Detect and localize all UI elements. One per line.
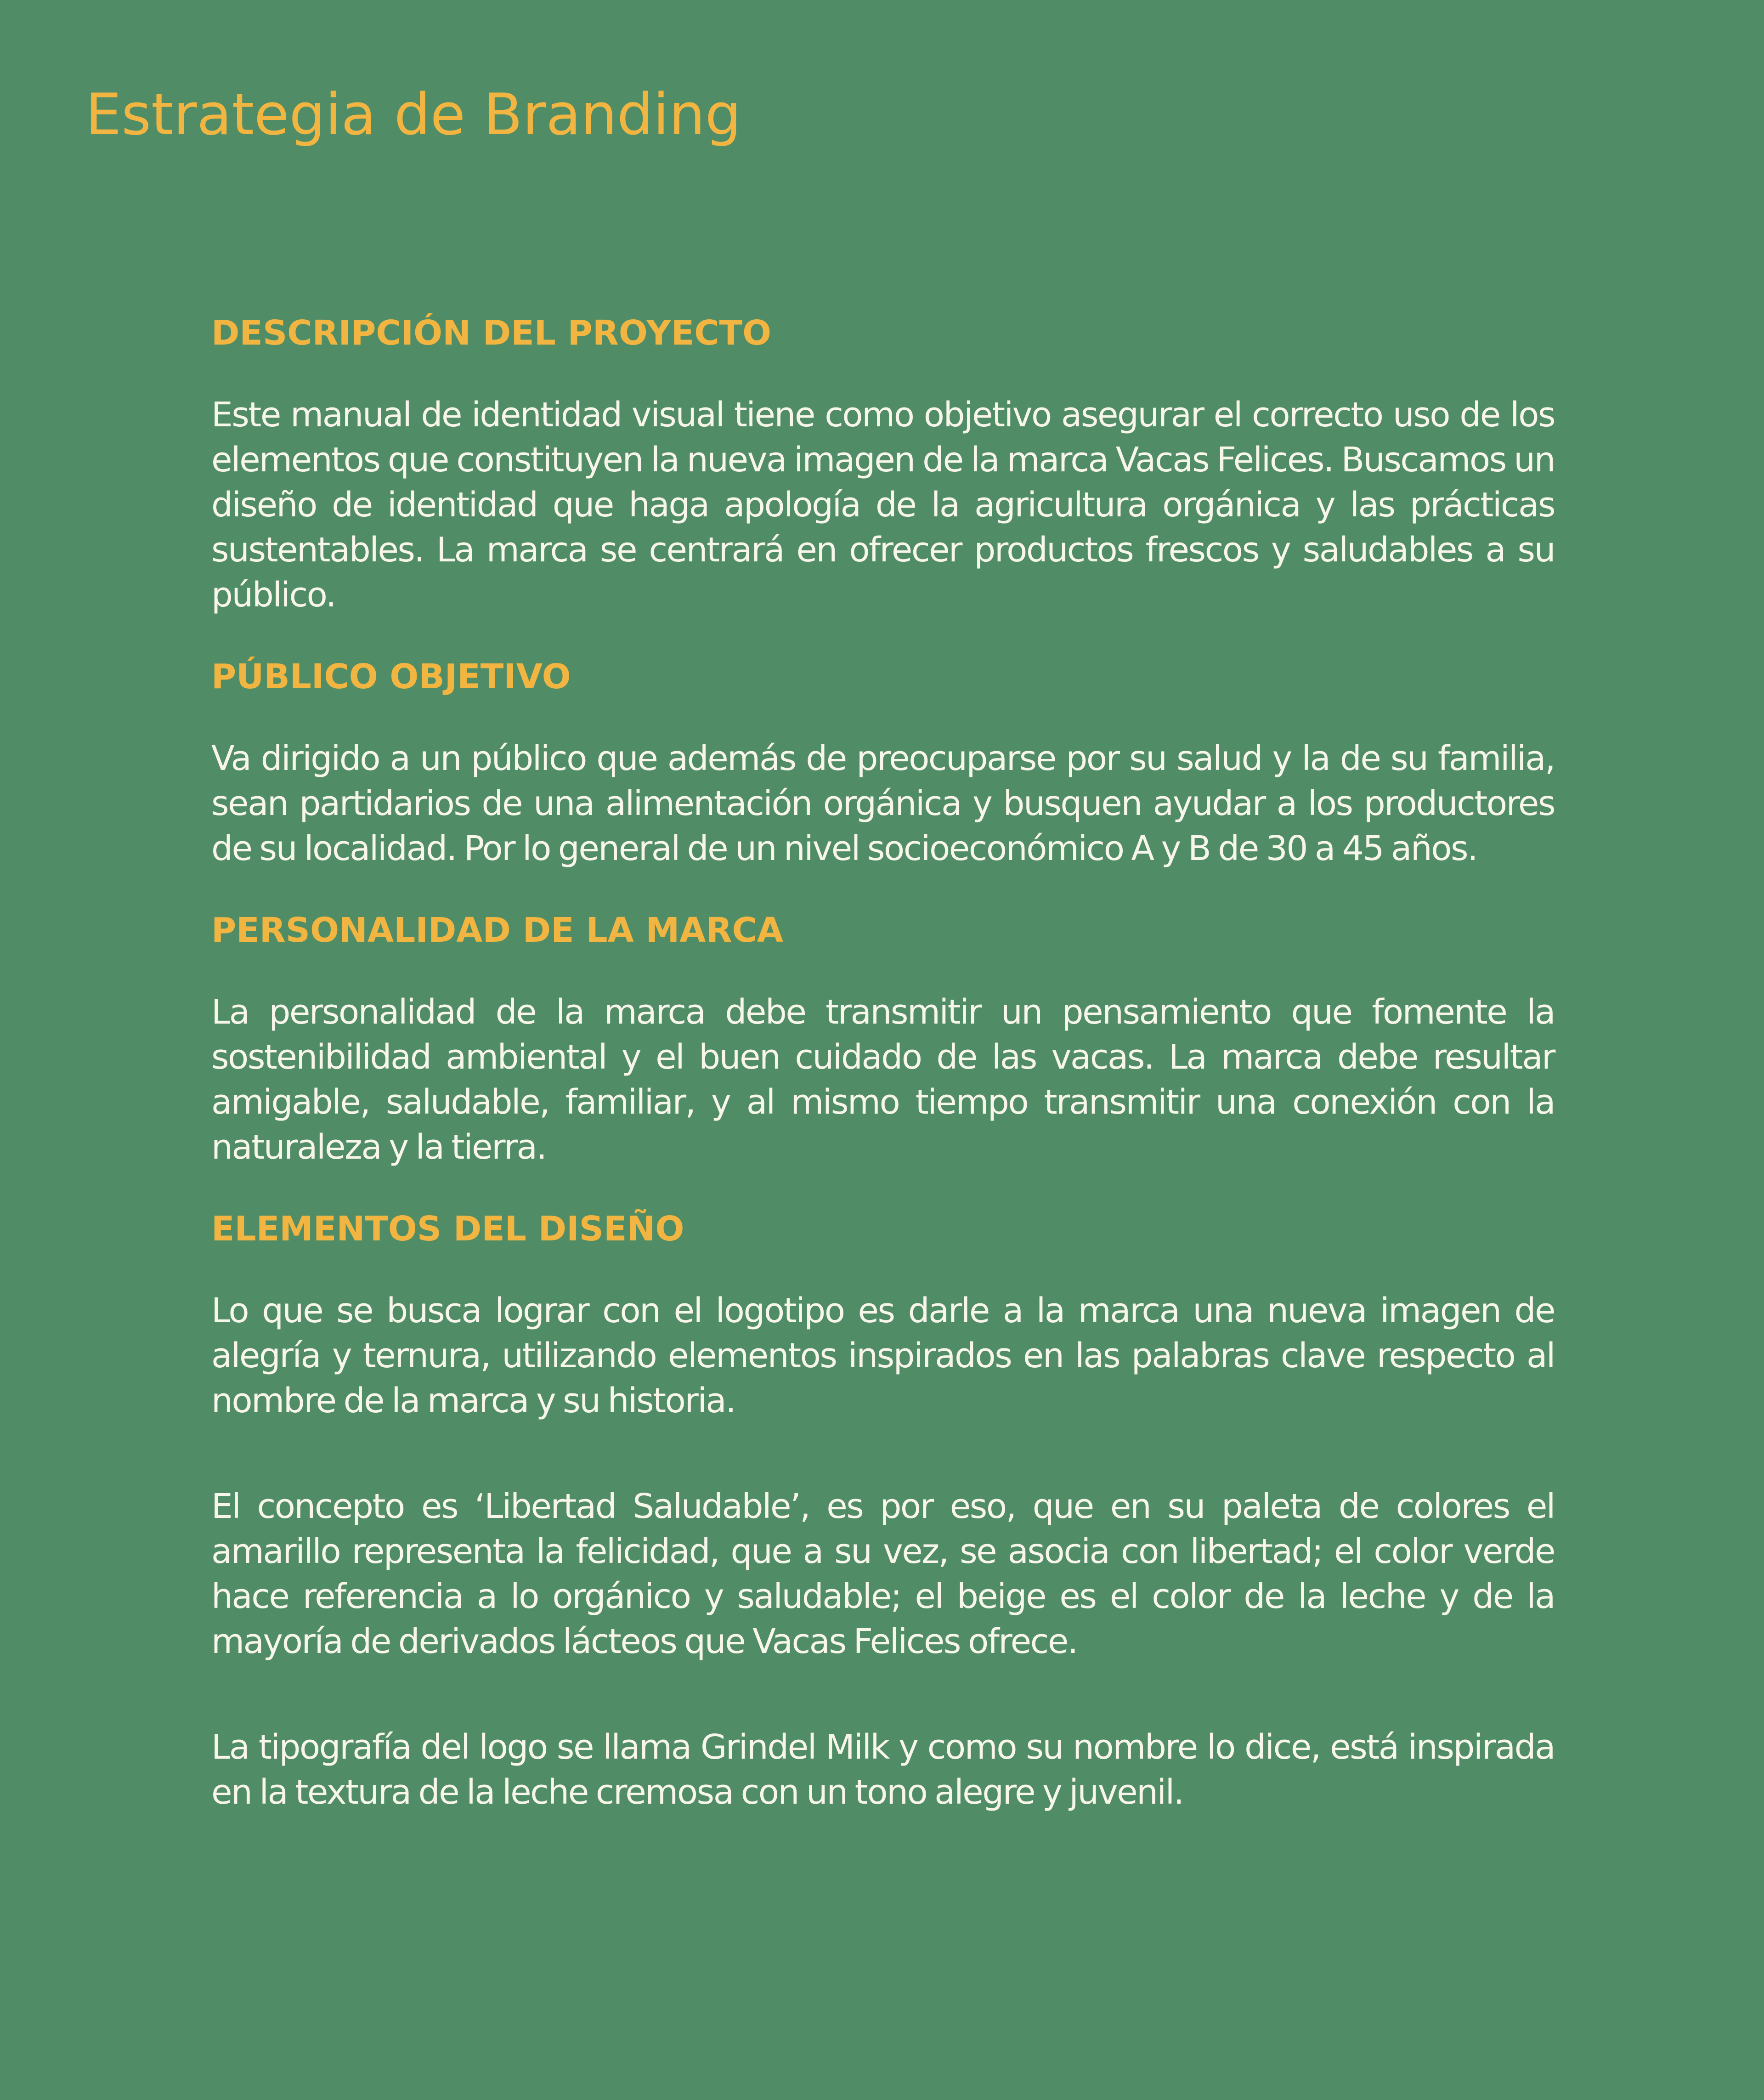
paragraph-elementos-concepto: El concepto es ‘Libertad Saludable’, es por eso, que en su paleta de colores el amarillo representa la felicidad, que a su vez, se asocia con libertad; el color verde hace referencia a lo orgánico y saludable; el beige es el color de la leche y de la mayoría de derivados lácteos que Vacas Felices ofrece.	[211, 1487, 1555, 1661]
paragraph-publico-objetivo: Va dirigido a un público que además de preocuparse por su salud y la de su familia, sean partidarios de una alimentación orgánica y busquen ayudar a los productores de su localidad. Por lo general de un nivel socioeconómico A y B de 30 a 45 años.	[211, 739, 1555, 868]
page-title: Estrategia de Branding	[85, 82, 741, 148]
paragraph-elementos-logotipo: Lo que se busca lograr con el logotipo es darle a la marca una nueva imagen de alegría y ternura, utilizando elementos inspirados en las palabras clave respecto al nombre de la marca y su historia.	[211, 1291, 1555, 1421]
paragraph-personalidad: La personalidad de la marca debe transmitir un pensamiento que fomente la sostenibilidad ambiental y el buen cuidado de las vacas. La marca debe resultar amigable, saludable, familiar, y al mismo tiempo transmitir una conexión con la naturaleza y la tierra.	[211, 992, 1555, 1167]
section-heading-descripcion: DESCRIPCIÓN DEL PROYECTO	[211, 313, 771, 353]
section-heading-personalidad: PERSONALIDAD DE LA MARCA	[211, 911, 784, 950]
section-heading-elementos-diseno: ELEMENTOS DEL DISEÑO	[211, 1209, 684, 1249]
paragraph-elementos-tipografia: La tipografía del logo se llama Grindel Milk y como su nombre lo dice, está inspirada en la textura de la leche cremosa con un tono alegre y juvenil.	[211, 1727, 1555, 1812]
document-body	[211, 306, 1555, 1815]
section-heading-publico-objetivo: PÚBLICO OBJETIVO	[211, 657, 571, 696]
paragraph-descripcion: Este manual de identidad visual tiene como objetivo asegurar el correcto uso de los elementos que constituyen la nueva imagen de la marca Vacas Felices. Buscamos un diseño de identidad que haga apología de la agricultura orgánica y las prácticas sustentables. La marca se centrará en ofrecer productos frescos y saludables a su público.	[211, 395, 1555, 615]
